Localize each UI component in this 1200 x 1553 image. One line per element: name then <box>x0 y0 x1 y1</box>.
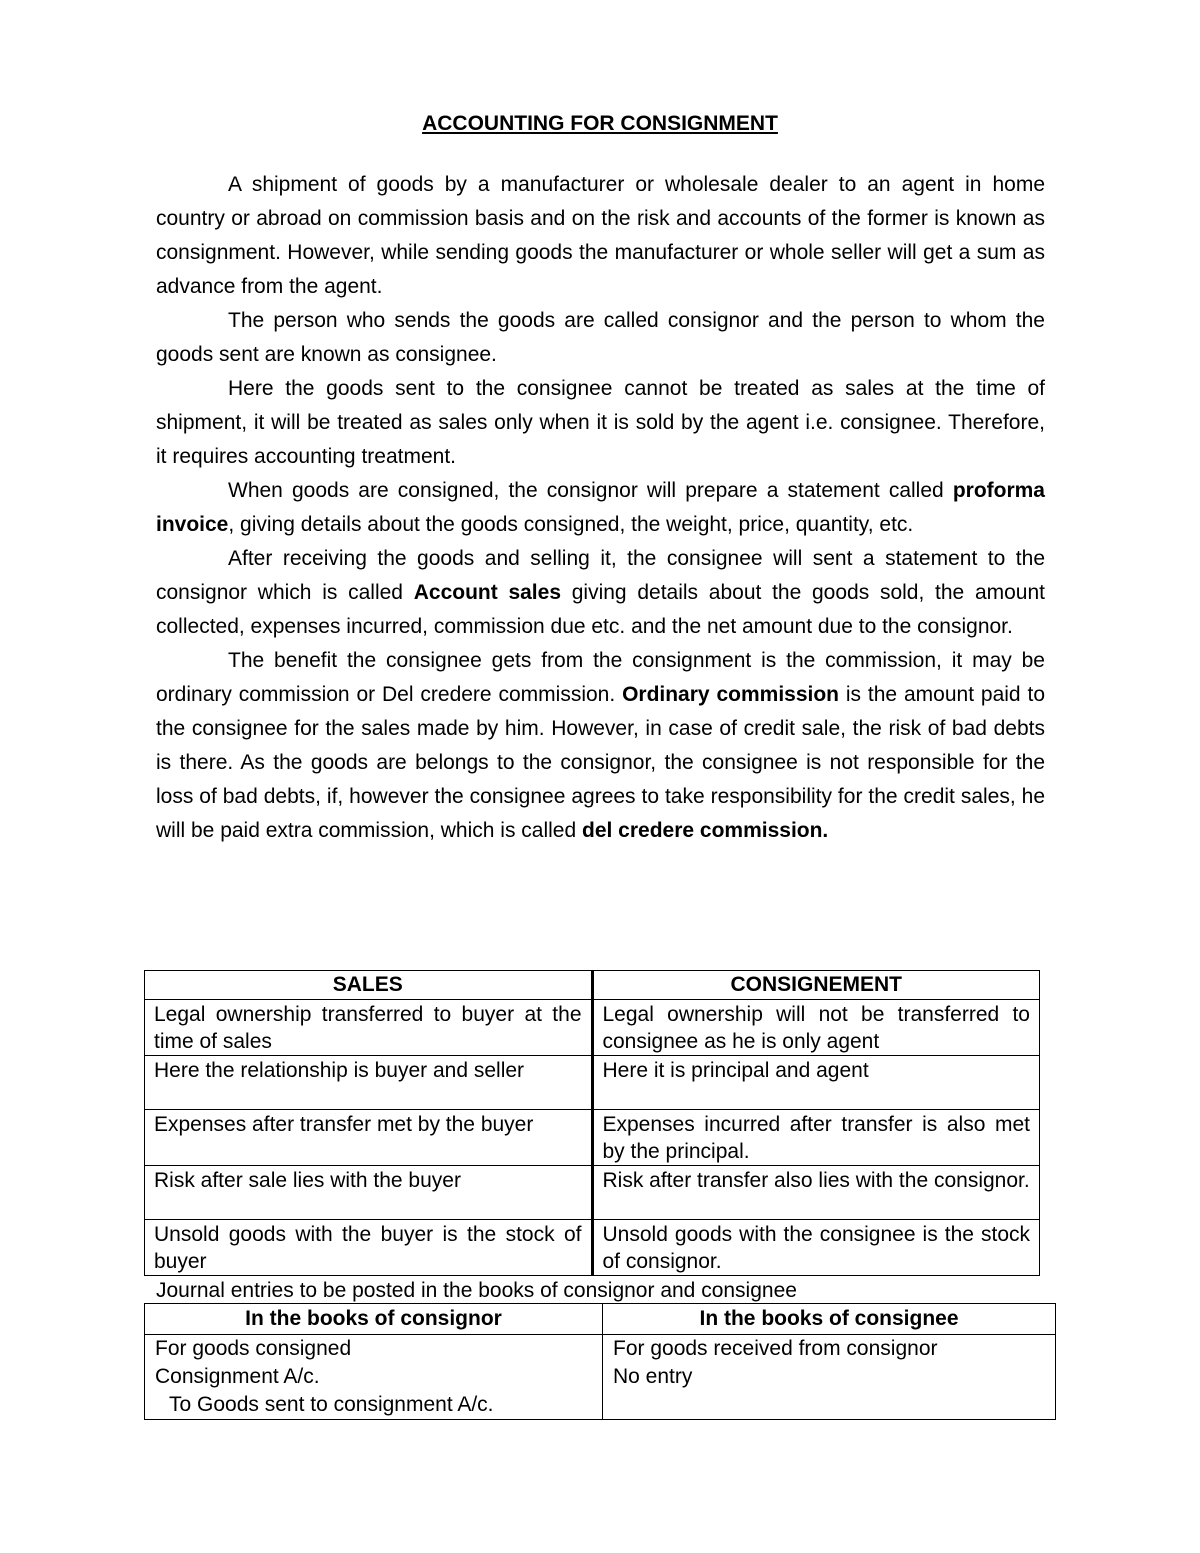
consignor-entry-cell <box>145 1335 603 1420</box>
paragraph-4 <box>156 474 1045 542</box>
term-del-credere-commission: del credere commission. <box>582 819 829 842</box>
table-cell: Legal ownership transferred to buyer at the time of sales <box>145 1000 593 1056</box>
table-row <box>145 1110 1040 1166</box>
table-header-row <box>145 1304 1056 1335</box>
table-cell: Here the relationship is buyer and seller <box>145 1056 593 1110</box>
table-header-row <box>145 971 1040 1000</box>
table-cell: Here it is principal and agent <box>592 1056 1040 1110</box>
page-title: ACCOUNTING FOR CONSIGNMENT <box>422 112 778 135</box>
paragraph-4-text-c: , giving details about the goods consigned, the weight, price, quantity, etc. <box>228 513 914 536</box>
term-proforma-invoice: proforma invoice <box>156 479 1045 536</box>
paragraph-5-text-c: giving details about the goods sold, the amount collected, expenses incurred, commission due etc. and the net amount due to the consignor. <box>156 581 1046 638</box>
table-cell: Risk after sale lies with the buyer <box>145 1166 593 1220</box>
table-row <box>145 1166 1040 1220</box>
paragraph-6-text-a: The benefit the consignee gets from the consignment is the commission, it may be ordinary commission or Del credere commission. <box>156 649 1045 706</box>
paragraph-6-text-c: is the amount paid to the consignee for the sales made by him. However, in case of credit sale, the risk of bad debts is there. As the goods are belongs to the consignor, the consignee is not responsible for the loss of bad debts, if, however the consignee agrees to take responsibility for the credit sales, he will be paid extra commission, which is called <box>156 683 1045 842</box>
paragraph-5-text-a: After receiving the goods and selling it, the consignee will sent a statement to the consignor which is called <box>156 547 1045 604</box>
paragraph-5 <box>156 542 1045 644</box>
table-row <box>145 1056 1040 1110</box>
consignee-entry-cell <box>603 1335 1056 1420</box>
column-header-sales: SALES <box>145 971 593 1000</box>
paragraph-3: Here the goods sent to the consignee cannot be treated as sales at the time of shipment, it will be treated as sales only when it is sold by the agent i.e. consignee. Therefore, it requires accounting treatment. <box>156 377 1045 468</box>
term-account-sales: Account sales <box>413 581 562 604</box>
column-header-consignor: In the books of consignor <box>145 1304 603 1335</box>
paragraph-1: A shipment of goods by a manufacturer or wholesale dealer to an agent in home country or abroad on commission basis and on the risk and accounts of the former is known as consignment. However, while sending goods the manufacturer or whole seller will get a sum as advance from the agent. <box>156 173 1045 298</box>
body-text <box>156 168 1045 848</box>
journal-line: For goods consigned <box>155 1337 352 1360</box>
table-row <box>145 1220 1040 1276</box>
journal-entries-table <box>144 1303 1056 1420</box>
journal-line: To Goods sent to consignment A/c. <box>169 1393 494 1416</box>
table-row <box>145 1000 1040 1056</box>
table-cell: Expenses incurred after transfer is also met by the principal. <box>592 1110 1040 1166</box>
table-cell: Unsold goods with the buyer is the stock of buyer <box>145 1220 593 1276</box>
table-cell: Legal ownership will not be transferred to consignee as he is only agent <box>592 1000 1040 1056</box>
sales-vs-consignment-table <box>144 970 1040 1276</box>
table-cell: Unsold goods with the consignee is the stock of consignor. <box>592 1220 1040 1276</box>
paragraph-2: The person who sends the goods are called consignor and the person to whom the goods sent are known as consignee. <box>156 309 1045 366</box>
table-row <box>145 1335 1056 1420</box>
table-cell: Risk after transfer also lies with the consignor. <box>592 1166 1040 1220</box>
column-header-consignment: CONSIGNEMENT <box>592 971 1040 1000</box>
column-header-consignee: In the books of consignee <box>603 1304 1056 1335</box>
paragraph-6 <box>156 644 1045 848</box>
journal-line: For goods received from consignor <box>613 1337 938 1360</box>
journal-line: Consignment A/c. <box>155 1365 320 1388</box>
journal-line: No entry <box>613 1365 693 1388</box>
term-ordinary-commission: Ordinary commission <box>622 683 839 706</box>
paragraph-4-text-a: When goods are consigned, the consignor will prepare a statement called <box>228 479 953 502</box>
journal-caption: Journal entries to be posted in the books of consignor and consignee <box>156 1279 797 1302</box>
table-cell: Expenses after transfer met by the buyer <box>145 1110 593 1166</box>
